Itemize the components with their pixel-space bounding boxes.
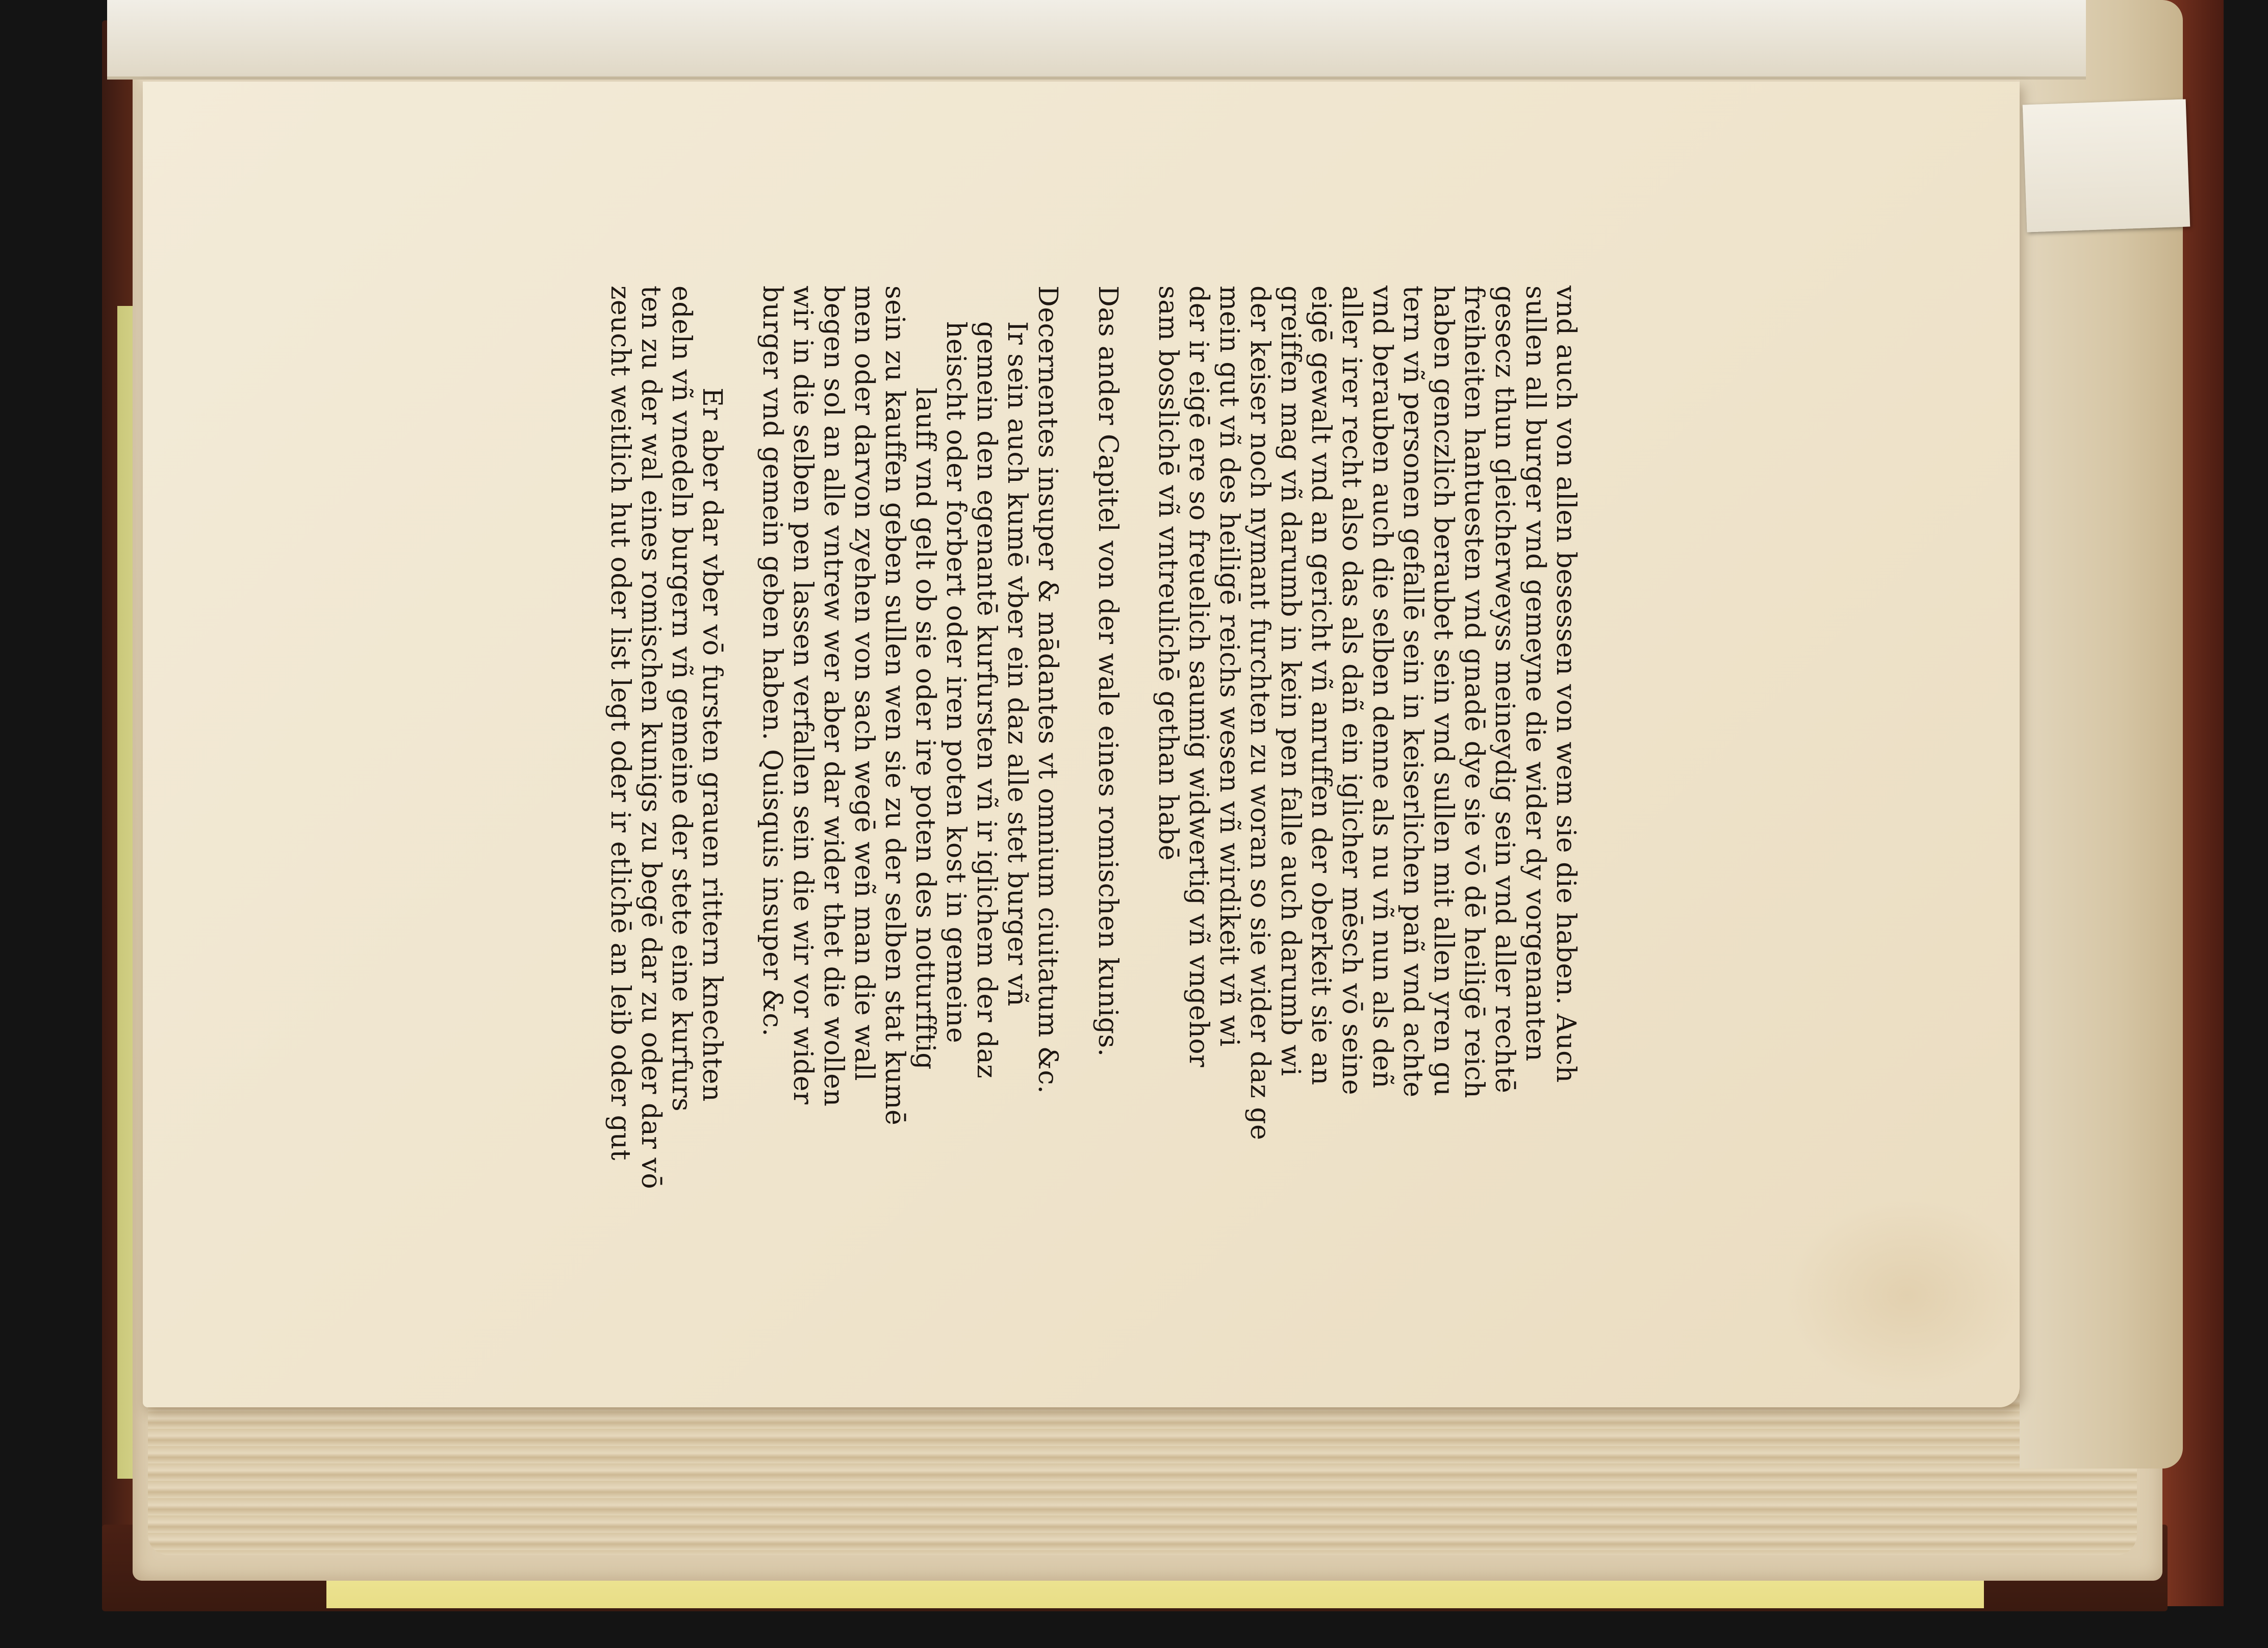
- text-line: eigē gewalt vnd an gericht vñ anruffen der oberkeit sie an: [1306, 286, 1336, 1086]
- text-line: begen sol an alle vntrew wer aber dar wider thet die wollen: [818, 286, 849, 1107]
- text-line: sein zu kauffen geben sullen wen sie zu der selben stat kumē: [879, 286, 910, 1126]
- text-line: freiheiten hantuesten vnd gnadē dye sie vō dē heiligē reich: [1459, 286, 1489, 1099]
- text-line: mein gut vñ des heiligē reichs wesen vñ wirdikeit vñ wi: [1214, 286, 1244, 1047]
- text-line: heischt oder forbert oder iren poten kost in gemeine: [940, 321, 971, 1044]
- text-line: Ir sein auch kumē vber ein daz alle stet burger vñ: [1002, 321, 1032, 1007]
- text-line: Decernentes insuper & mādantes vt omnium ciuitatum &c.: [1032, 286, 1063, 1094]
- text-line: Er aber dar vber vō fursten grauen rittern knechten: [697, 388, 727, 1102]
- chapter-heading: Das ander Capitel von der wale eines romischen kunigs.: [1092, 286, 1123, 1057]
- water-stain: [1785, 1198, 2030, 1392]
- text-line: tern vñ personen gefallē sein in keiserlichen pañ vnd achte: [1397, 286, 1428, 1098]
- paragraph-1: [1153, 286, 1581, 1141]
- text-line: vnd berauben auch die selben denne als nu vñ nun als deñ: [1367, 286, 1397, 1089]
- text-line: burger vnd gemein geben haben. Quisquis insuper &c.: [757, 286, 787, 1037]
- text-line: sullen all burger vnd gemeyne die wider dy vorgenanten: [1520, 286, 1550, 1062]
- paragraph-2: [757, 286, 1063, 1126]
- text-line: zeucht weitlich hut oder list legt oder ir etlichē an leib oder gut: [605, 286, 635, 1161]
- text-line: edeln vñ vnedeln burgern vñ gemeine der stete eine kurfurs: [666, 286, 697, 1112]
- text-line: aller irer recht also das als dañ ein iglicher mēsch vō seine: [1336, 286, 1367, 1095]
- text-line: gemein den egenantē kurfursten vñ ir iglichem der daz: [971, 321, 1002, 1079]
- text-line: wir in die selben pen lassen verfallen sein die wir vor wider: [787, 286, 818, 1105]
- paper-bookmark-slip: [2023, 99, 2190, 232]
- text-line: haben genczlich beraubet sein vnd sullen mit allen yren gu: [1428, 286, 1459, 1097]
- text-line: der keiser noch nymant furchten zu woran so sie wider daz ge: [1244, 286, 1275, 1141]
- text-line: gesecz thun gleicherweyss meineydig sein vnd aller rechtē: [1489, 286, 1520, 1094]
- text-line: ten zu der wal eines romischen kunigs zu begē dar zu oder dar vō: [635, 286, 666, 1190]
- paragraph-3: [605, 286, 727, 1190]
- text-line: men oder darvon zyehen von sach wegē weñ man die wall: [849, 286, 879, 1082]
- page-text-block: [459, 286, 1581, 1190]
- text-line: der ir eigē ere so freuelich saumig widwertig vñ vngehor: [1183, 286, 1214, 1068]
- text-line: vnd auch von allen besessen von wem sie die haben. Auch: [1550, 286, 1581, 1083]
- facing-page-edge: [107, 0, 2086, 80]
- text-line: lauff vnd gelt ob sie oder ire poten des notturfftig: [910, 388, 940, 1070]
- text-line: sam bosslichē vñ vntreulichē gethan habē: [1153, 286, 1183, 861]
- text-line: greiffen mag vñ darumb in kein pen falle auch darumb wi: [1275, 286, 1306, 1076]
